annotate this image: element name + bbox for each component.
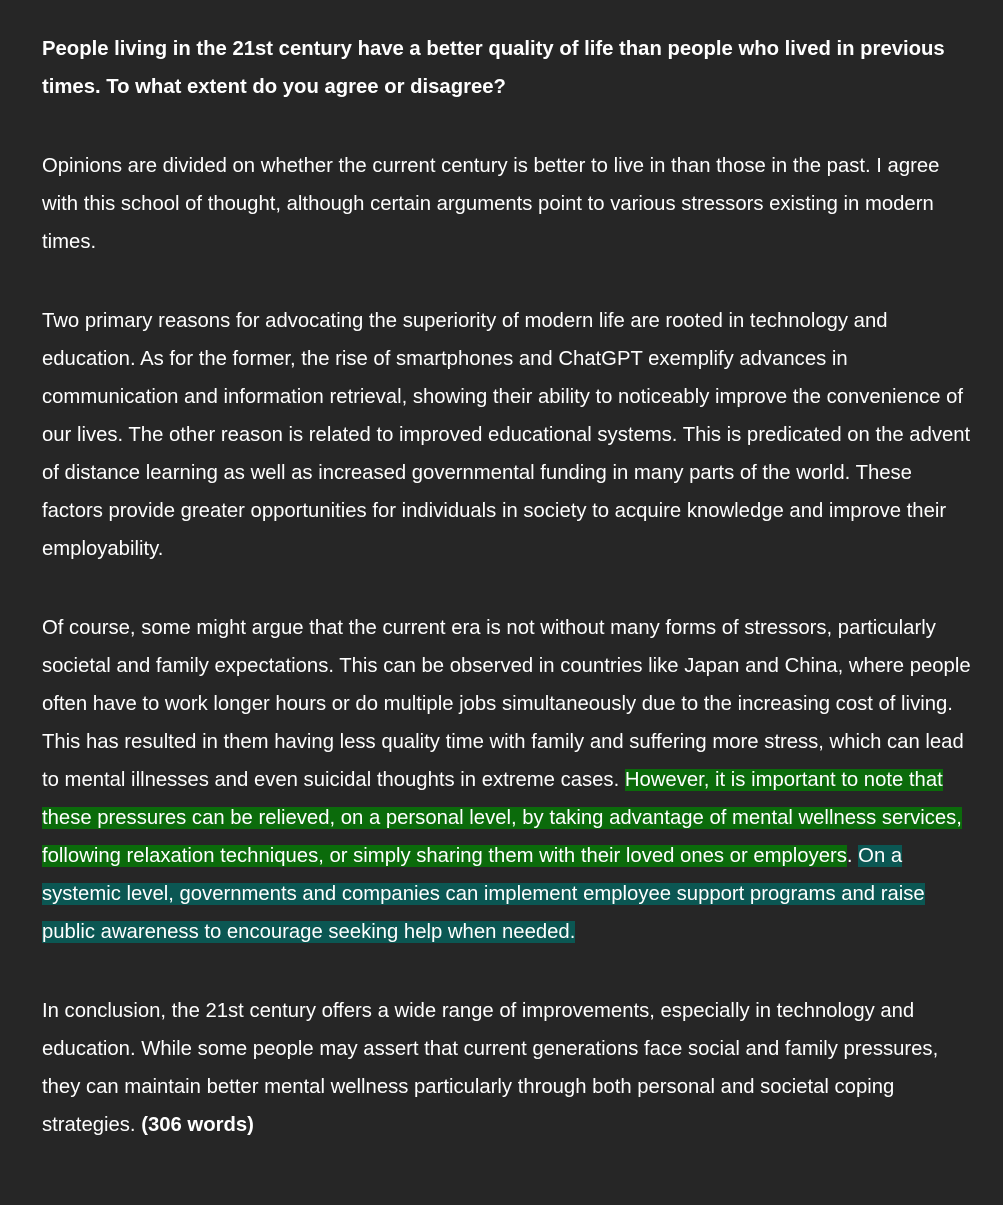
- highlight-green-sentence: However, it is important to note that these pressures can be relieved, on a personal level, by taking advantage of mental wellness services, following relaxation techniques, or simply sharing them with their loved ones or employers: [42, 769, 962, 867]
- highlight-teal-sentence: On a systemic level, governments and companies can implement employee support programs and raise public awareness to encourage seeking help when needed.: [42, 845, 925, 943]
- body-paragraph-1: Two primary reasons for advocating the superiority of modern life are rooted in technology and education. As for the former, the rise of smartphones and ChatGPT exemplify advances in communication and information retrieval, showing their ability to noticeably improve the convenience of our lives. The other reason is related to improved educational systems. This is predicated on the advent of distance learning as well as increased governmental funding in many parts of the world. These factors provide greater opportunities for individuals in society to acquire knowledge and improve their employability.: [42, 310, 971, 560]
- word-count: (306 words): [141, 1114, 254, 1136]
- body-paragraph-2-text: Of course, some might argue that the current era is not without many forms of stressors, particularly societal and family expectations. This can be observed in countries like Japan and China, where people often have to work longer hours or do multiple jobs simultaneously due to the increasing cost of living. This has resulted in them having less quality time with family and suffering more stress, which can lead to mental illnesses and even suicidal thoughts in extreme cases.: [42, 617, 971, 791]
- body-paragraph-2: [42, 609, 973, 951]
- introduction-paragraph: Opinions are divided on whether the current century is better to live in than those in the past. I agree with this school of thought, although certain arguments point to various stressors existing in modern times.: [42, 155, 940, 253]
- essay-prompt: People living in the 21st century have a better quality of life than people who lived in previous times. To what extent do you agree or disagree?: [42, 38, 945, 98]
- sentence-separator: .: [846, 845, 859, 867]
- conclusion-text: In conclusion, the 21st century offers a wide range of improvements, especially in technology and education. While some people may assert that current generations face social and family pressures, they can maintain better mental wellness particularly through both personal and societal coping strategies.: [42, 1000, 939, 1136]
- conclusion-paragraph: [42, 992, 973, 1144]
